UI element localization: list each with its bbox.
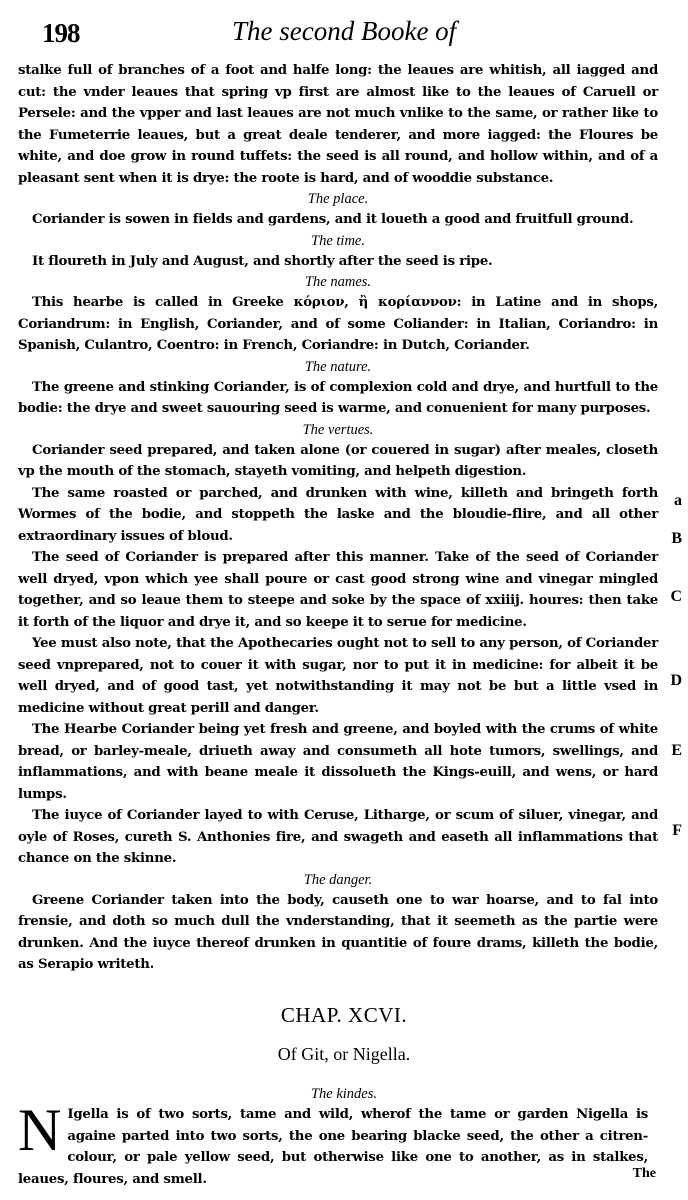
chapter-title: Of Git, or Nigella. [277,1044,411,1064]
margin-letter: D [670,672,682,689]
running-title: The second Booke of [232,16,457,46]
paragraph: The Hearbe Coriander being yet fresh and greene, and boyled with the crums of white bread, or barley-meale, driueth away and consumeth all hote tumors, swellings, and inflammations, and with beane meale it dissolueth the Kings-euill, and wens, or hard lumps. [18,722,658,802]
margin-letter: F [672,822,682,839]
section-heading: The kindes. [310,1086,378,1102]
paragraph: Greene Coriander taken into the body, causeth one to war hoarse, and to fal into frensie, and doth so much dull the vnderstanding, that it seemeth as the partie were drunken. And the iuyce thereof drunken in quantitie of foure drams, killeth the bodie, as Serapio writeth. [18,892,658,972]
chapter-opening-paragraph [18,1097,648,1190]
section-heading: The danger. [303,871,373,888]
catchword: The [632,1166,656,1181]
section-heading: The vertues. [302,421,374,438]
paragraph: The greene and stinking Coriander, is of complexion cold and drye, and hurtfull to the bodie: the drye and sweet sauouring seed is warme, and conuenient for many purposes. [18,379,658,416]
margin-letter: C [670,588,682,605]
section-heading: The nature. [304,358,372,375]
margin-letter: E [671,742,682,759]
paragraph: The seed of Coriander is prepared after this manner. Take of the seed of Coriander well dryed, vpon which yee shall poure or cast good strong wine and vinegar mingled together, and so leaue them to steepe and soke by the space of xxiiij. houres: then take it forth of the liquor and drye it, and so keepe it to serue for medicine. [18,550,658,630]
chapter-number: CHAP. XCVI. [280,1003,408,1027]
paragraph: The same roasted or parched, and drunken with wine, killeth and bringeth forth Wormes of the bodie, and stoppeth the laske and the bloudie-flire, and all other extraordinary issues of bloud. [18,485,658,544]
paragraph: It floureth in July and August, and shortly after the seed is ripe. [32,253,493,269]
paragraph: This hearbe is called in Greeke κόριον, ἢ κορίαννον: in Latine and in shops, Coriandrum: in English, Coriander, and of some Coliander: in Italian, Coriandro: in Spanish, Culantro, Coentro: in French, Coriandre: in Dutch, Coriander. [18,295,658,353]
drop-cap: N [18,1097,62,1163]
paragraph: The iuyce of Coriander layed to with Ceruse, Litharge, or scum of siluer, vinegar, and oyle of Roses, cureth S. Anthonies fire, and swageth and easeth all inflammations that chance on the skinne. [18,808,658,866]
margin-letter: a [674,492,682,509]
paragraph: Igella is of two sorts, tame and wild, wherof the tame or garden Nigella is againe parted into two sorts, the one bearing blacke seed, the other a citren-colour, or pale yellow seed, but otherwise like one to another, as in stalkes, leaues, floures, and smell. [18,1107,648,1187]
paragraph: Coriander is sowen in fields and gardens, and it loueth a good and fruitfull ground. [32,212,634,227]
main-text [18,60,658,976]
section-heading: The place. [307,191,369,207]
folio-number: 198 [42,18,80,48]
section-heading: The names. [304,274,372,290]
paragraph: stalke full of branches of a foot and halfe long: the leaues are whitish, all iagged and cut: the vnder leaues that spring vp first are almost like to the leaues of Caruell or Persele: and the vpper and last leaues are not much vnlike to the same, or rather like to the Fumeterrie leaues, but a great deale tenderer, and more iagged: the Floures be white, and doe grow in round tuffets: the seed is all round, and hollow within, and of a pleasant sent when it is drye: the roote is hard, and of wooddie substance. [18,63,658,186]
section-heading: The time. [311,232,365,249]
paragraph: Yee must also note, that the Apothecaries ought not to sell to any person, of Coriander seed vnprepared, not to couer it with sugar, nor to put it in medicine: for albeit it be well dryed, and of good tast, yet notwithstanding it may not be but a little vsed in medicine without great perill and danger. [18,636,658,716]
paragraph: Coriander seed prepared, and taken alone (or couered in sugar) after meales, closeth vp the mouth of the stomach, stayeth vomiting, and helpeth digestion. [18,442,658,479]
margin-letter: B [671,530,682,547]
page-header [42,10,668,58]
